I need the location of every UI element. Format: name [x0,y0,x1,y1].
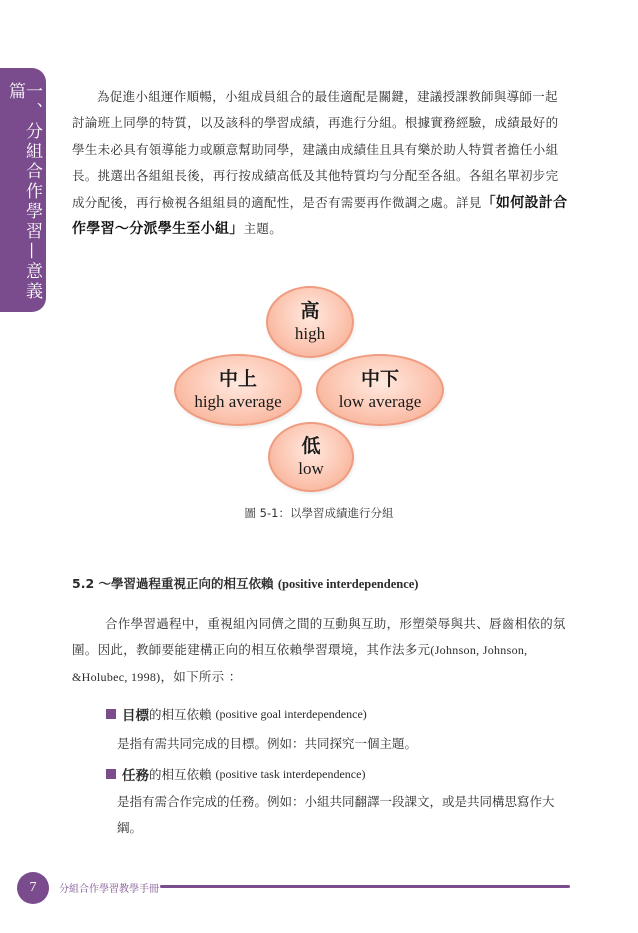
diagram-node-high [266,286,354,358]
section-paragraph-tail: ，如下所示 ： [160,668,242,684]
diagram-node-low-average-en: low average [338,392,422,411]
page-number-badge [17,872,49,904]
section-citation: (Johnson, Johnson, &Holubec, 1998) [72,643,528,684]
footer-title: 分組合作學習教學手冊 [59,884,159,895]
diagram-node-high-average-en: high average [194,392,282,411]
bullet-goal [106,704,367,724]
chapter-side-tab [0,68,46,312]
section-heading-zh: 5.2 ～學習過程重視正向的相互依賴 [72,576,274,591]
intro-paragraph [72,84,568,242]
section-heading [72,574,418,592]
diagram-node-low [268,422,354,492]
diagram-node-low-zh: 低 [301,435,321,457]
section-paragraph [72,611,568,690]
diagram-node-high-average-zh: 中上 [218,368,257,390]
bullet-task-desc: 是指有需合作完成的任務。例如：小組共同翻譯一段課文，或是共同構思寫作大綱。 [117,794,555,835]
bullet-task-en: (positive task interdependence) [215,766,366,781]
square-bullet-icon [106,769,116,779]
bullet-task-bold: 任務 [122,768,149,784]
figure-caption: 圖 5-1：以學習成績進行分組 [244,506,394,520]
bullet-goal-desc: 是指有需共同完成的目標。例如：共同探究一個主題。 [117,736,418,751]
footer-divider [160,885,570,888]
chapter-side-tab-label: 一、分組合作學習—意義篇 [5,82,42,302]
section-paragraph-text: 合作學習過程中，重視組內同儕之間的互動與互助，形塑榮辱與共、唇齒相依的氛圍。因此，教師要能建構正向的相互依賴學習環境，其作法多元 [72,616,566,658]
diagram-node-low-average-zh: 中下 [360,368,399,390]
bullet-task-text: 的相互依賴 [149,767,212,782]
section-heading-en: (positive interdependence) [277,577,419,591]
diagram-node-high-average [174,354,302,426]
diagram-node-high-zh: 高 [300,300,320,322]
diagram-node-high-en: high [294,324,326,343]
square-bullet-icon [106,709,116,719]
bullet-goal-bold: 目標 [122,708,149,724]
bullet-goal-en: (positive goal interdependence) [215,706,367,721]
intro-highlight-link: 「如何設計合作學習～分派學生至小組」 [72,194,568,238]
diagram-node-low-en: low [298,459,324,478]
bullet-task [106,764,365,784]
intro-text-after: 主題。 [243,221,283,237]
bullet-goal-text: 的相互依賴 [149,707,212,722]
page-number: 7 [29,880,37,895]
intro-text: 為促進小組運作順暢，小組成員組合的最佳適配是關鍵，建議授課教師與導師一起討論班上同學的特質，以及該科的學習成績，再進行分組。根據實務經驗，成績最好的學生未必具有領導能力或願意幫助同學，建議由成績佳且具有樂於助人特質者擔任小組長。挑選出各組組長後，再行按成績高低及其他特質均勻分配至各組。各組名單初步完成分配後，再行檢視各組組員的適配性，是否有需要再作微調之處。詳見 [72,89,559,210]
diagram-node-low-average [316,354,444,426]
